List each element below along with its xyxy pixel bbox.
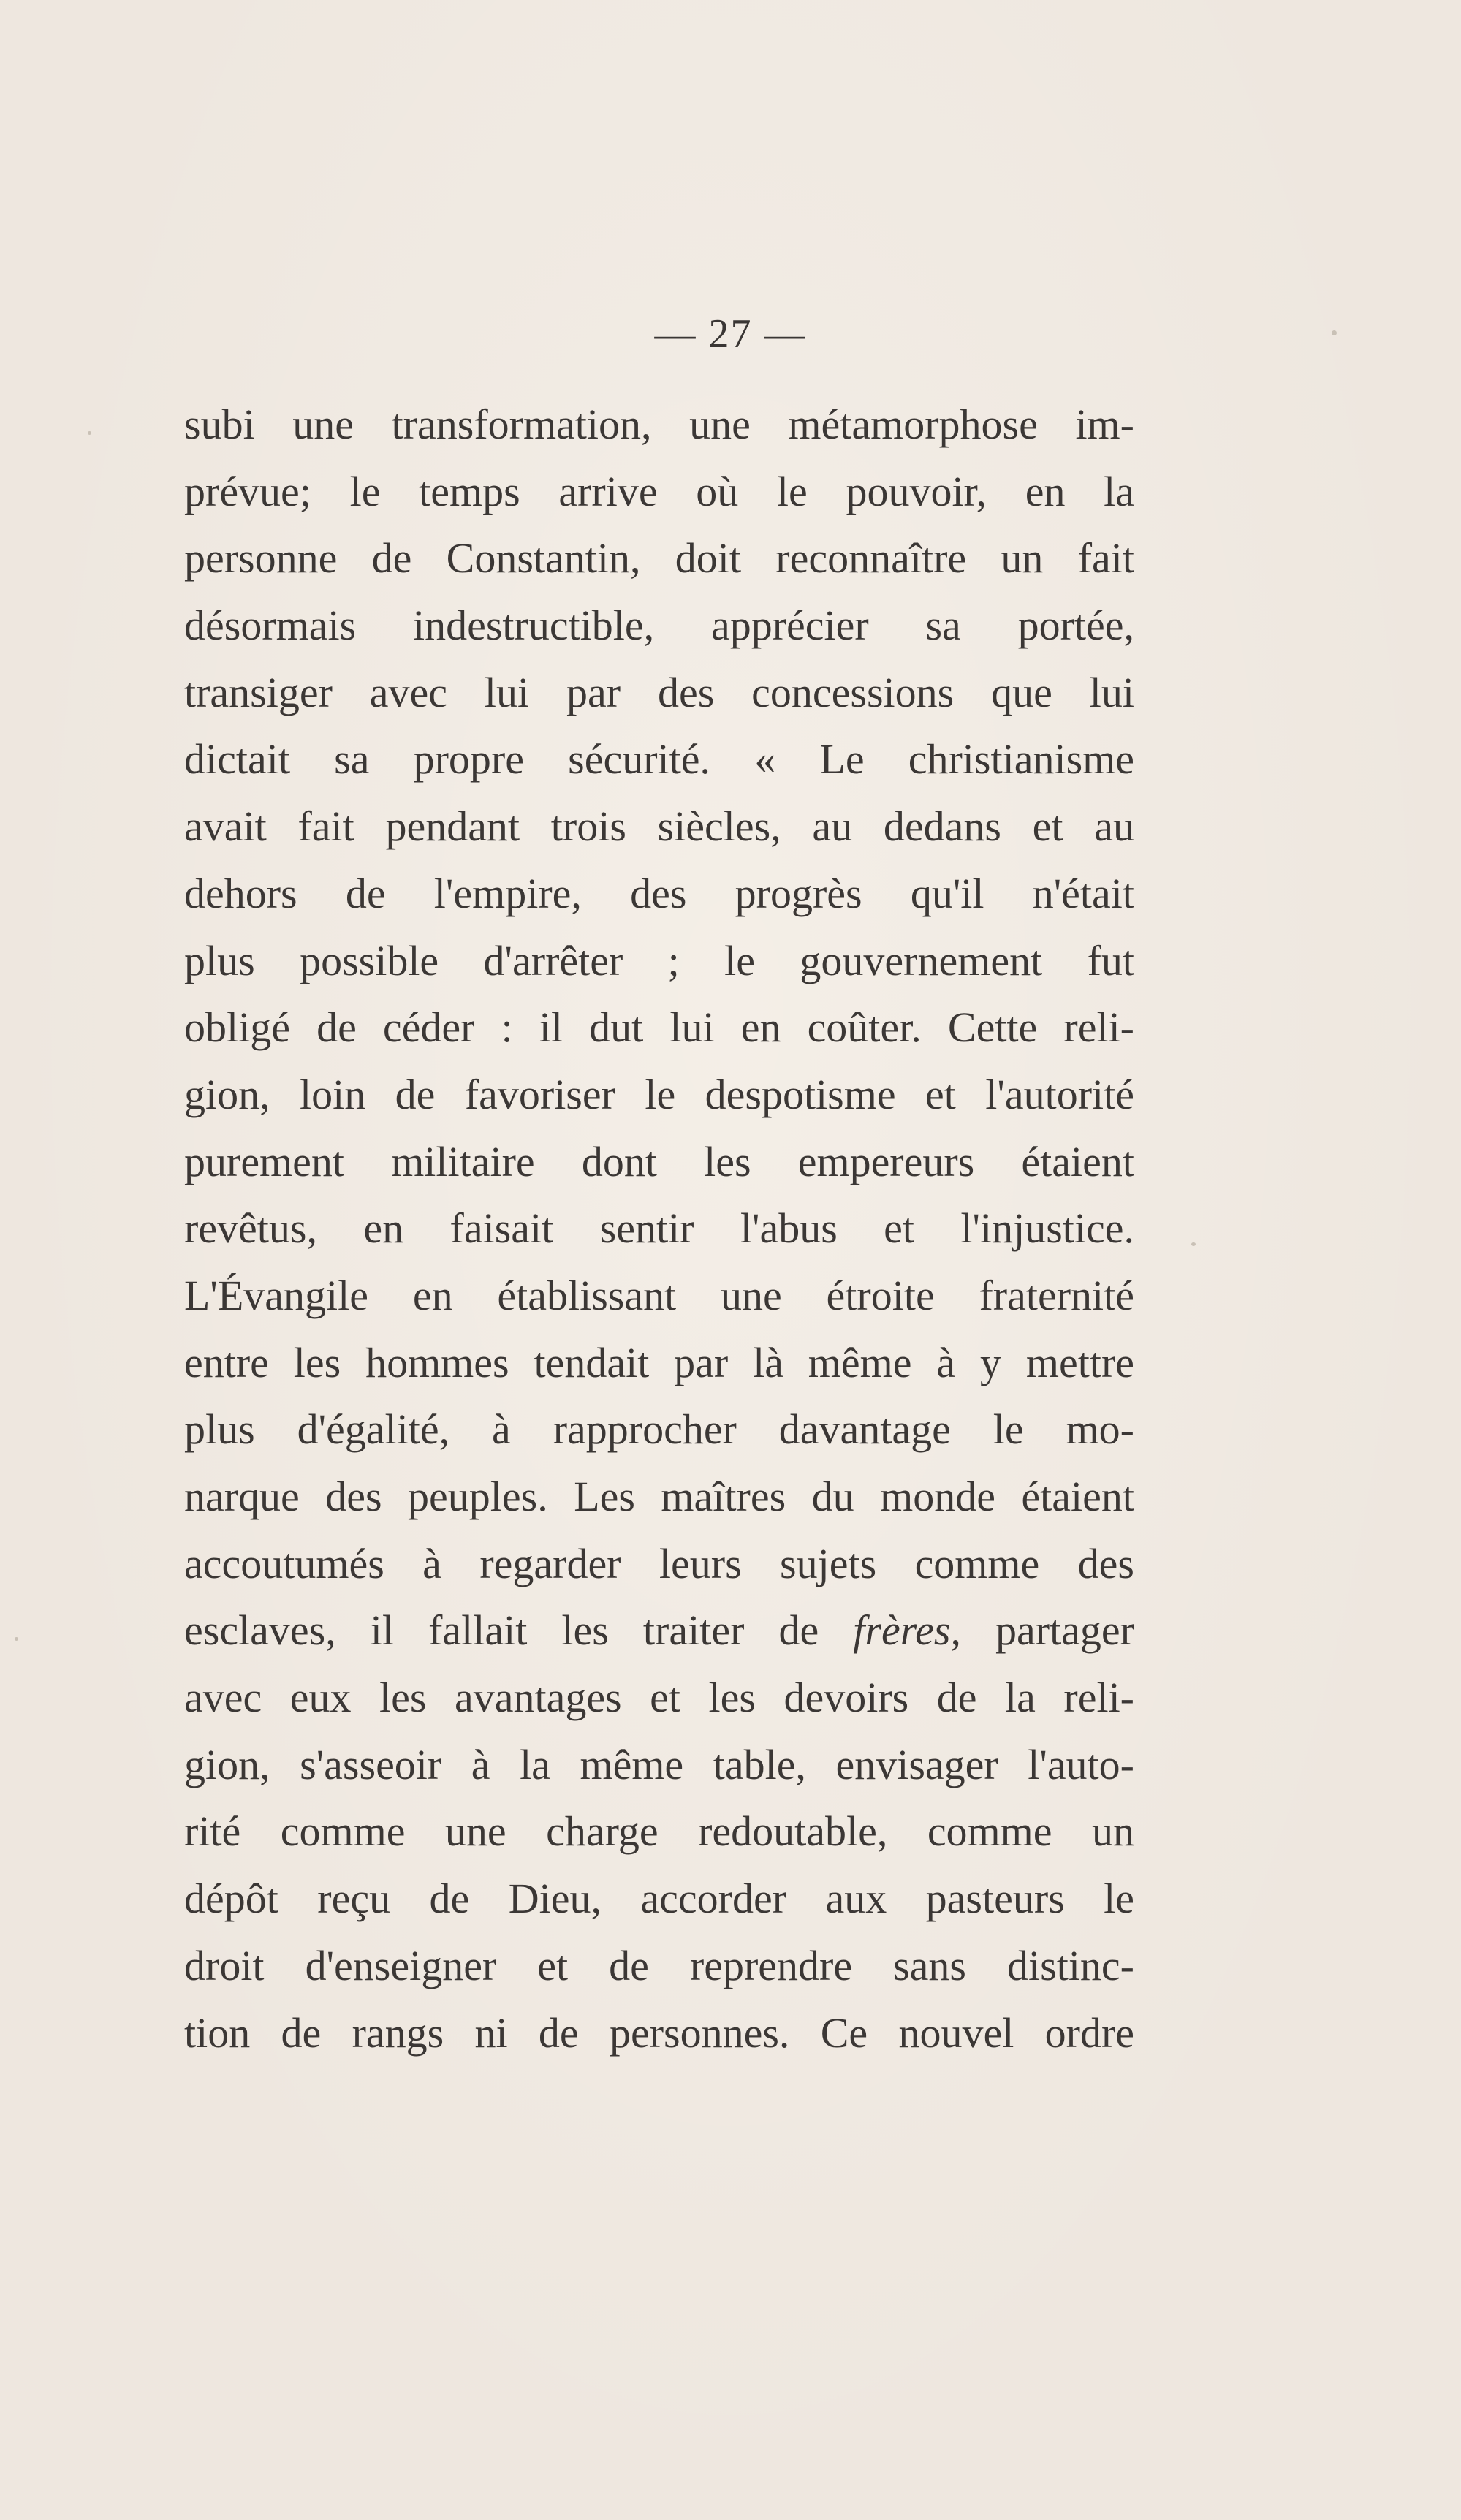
text-line: obligé de céder : il dut lui en coûter. Cette reli- xyxy=(184,1003,1134,1052)
text-line: revêtus, en faisait sentir l'abus et l'injustice. xyxy=(184,1204,1134,1253)
text-line: purement militaire dont les empereurs étaient xyxy=(184,1137,1134,1185)
text-line: plus possible d'arrêter ; le gouvernement fut xyxy=(184,936,1134,984)
italic-word: frères, xyxy=(853,1606,961,1655)
page-number: — 27 — xyxy=(654,311,807,357)
text-line: gion, loin de favoriser le despotisme et l'autorité xyxy=(184,1070,1134,1118)
text-line: dictait sa propre sécurité. « Le christianisme xyxy=(184,735,1134,783)
text-line: avait fait pendant trois siècles, au dedans et au xyxy=(184,802,1134,851)
text-line: prévue; le temps arrive où le pouvoir, en la xyxy=(184,467,1134,515)
text-line: entre les hommes tendait par là même à y mettre xyxy=(184,1338,1134,1386)
text-line: personne de Constantin, doit reconnaître un fait xyxy=(184,534,1134,582)
body-text xyxy=(184,391,1134,2066)
text-line: dépôt reçu de Dieu, accorder aux pasteurs le xyxy=(184,1875,1134,1923)
text-line: subi une transformation, une métamorphose im- xyxy=(184,401,1134,448)
text-line: transiger avec lui par des concessions que lui xyxy=(184,668,1134,716)
text-line: avec eux les avantages et les devoirs de la reli- xyxy=(184,1674,1134,1722)
text-line: désormais indestructible, apprécier sa portée, xyxy=(184,601,1134,650)
paper-speck xyxy=(88,431,91,435)
text-line: accoutumés à regarder leurs sujets comme des xyxy=(184,1539,1134,1587)
text-line: rité comme une charge redoutable, comme un xyxy=(184,1807,1134,1856)
text-line-with-italic xyxy=(184,1597,1134,1664)
text-line: narque des peuples. Les maîtres du monde étaient xyxy=(184,1473,1134,1520)
paper-speck xyxy=(1191,1242,1196,1246)
text-line: L'Évangile en établissant une étroite fraternité xyxy=(184,1271,1134,1319)
text-line: gion, s'asseoir à la même table, envisager l'auto- xyxy=(184,1740,1134,1788)
text-segment: partager xyxy=(960,1606,1134,1655)
text-line: tion de rangs ni de personnes. Ce nouvel ordre xyxy=(184,2008,1134,2057)
paper-speck xyxy=(15,1637,18,1641)
text-line: droit d'enseigner et de reprendre sans distinc- xyxy=(184,1941,1134,1989)
text-segment: esclaves, il fallait les traiter de xyxy=(184,1606,854,1655)
text-line: dehors de l'empire, des progrès qu'il n'était xyxy=(184,869,1134,917)
text-line: plus d'égalité, à rapprocher davantage le mo- xyxy=(184,1405,1134,1454)
